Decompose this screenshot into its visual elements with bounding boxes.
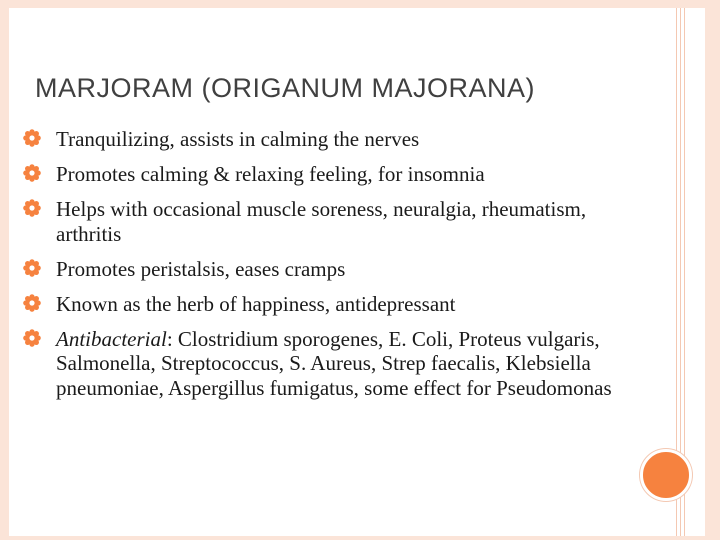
bullet-list [56,127,616,411]
bullet-text: Promotes calming & relaxing feeling, for insomnia [56,162,485,186]
gear-flower-icon [22,198,42,218]
bullet-text: Known as the herb of happiness, antidepressant [56,291,456,316]
bullet-item [56,257,616,282]
bullet-item [56,162,616,187]
decorative-circle [640,449,692,501]
bullet-text: : Clostridium sporogenes, E. Coli, Proteus vulgaris, Salmonella, Streptococcus, S. Aureus, Strep faecalis, Klebsiella pneumoniae, Aspergillus fumigatus, some effect for Pseudomonas [56,326,612,400]
gear-flower-icon [22,128,42,148]
bullet-text: Helps with occasional muscle soreness, neuralgia, rheumatism, arthritis [56,197,587,246]
bullet-item [56,127,616,152]
bullet-item [56,292,616,317]
bullet-lead: Antibacterial [56,326,167,351]
bullet-text: Tranquilizing, assists in calming the nerves [56,127,420,151]
slide-title: MARJORAM (ORIGANUM MAJORANA) [35,73,535,103]
gear-flower-icon [22,293,42,313]
gear-flower-icon [22,163,42,183]
gear-flower-icon [22,258,42,278]
gear-flower-icon [22,328,42,348]
bullet-item [56,197,616,246]
bullet-item [56,327,616,401]
bullet-text: Promotes peristalsis, eases cramps [56,256,346,281]
